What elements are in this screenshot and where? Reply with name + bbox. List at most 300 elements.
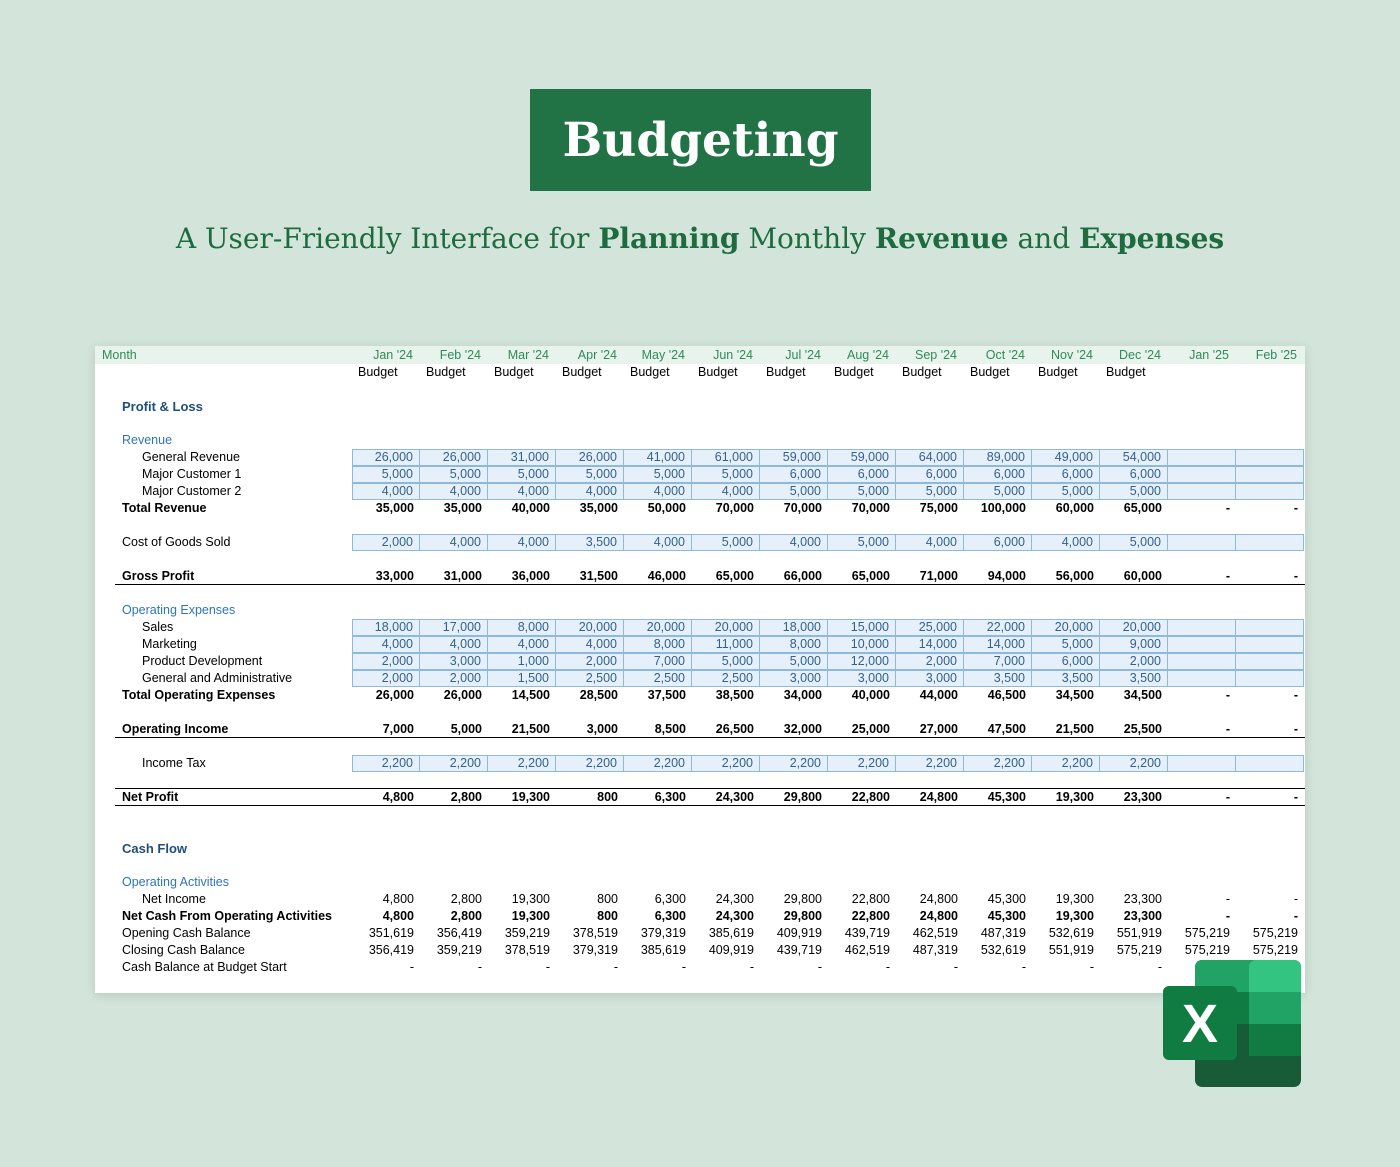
value-cell: 575,219 (1252, 926, 1298, 940)
row-divider-line (115, 584, 1305, 585)
budget-input-cell[interactable]: 5,000 (556, 466, 624, 483)
budget-input-cell[interactable] (1236, 483, 1304, 500)
budget-input-cell[interactable] (1236, 466, 1304, 483)
value-cell: - (1293, 892, 1298, 906)
budget-input-cell[interactable]: 89,000 (964, 449, 1032, 466)
budget-input-cell[interactable]: 25,000 (896, 619, 964, 636)
budget-input-cell[interactable]: 4,000 (760, 534, 828, 551)
value-cell: 551,919 (1116, 926, 1162, 940)
value-cell: 71,000 (919, 569, 958, 583)
opening-cash-row (95, 925, 1305, 942)
value-cell: 35,000 (375, 501, 414, 515)
value-cell: 19,300 (1055, 909, 1094, 923)
general-admin-row (95, 670, 1305, 687)
budget-label-cell: Budget (630, 365, 670, 379)
major-customer-2-row (95, 483, 1305, 500)
value-cell: 38,500 (715, 688, 754, 702)
budget-input-cell[interactable]: 26,000 (352, 449, 420, 466)
budget-label-cell: Budget (1106, 365, 1146, 379)
budget-input-cell[interactable]: 41,000 (624, 449, 692, 466)
budget-input-cell[interactable]: 4,000 (488, 534, 556, 551)
budget-input-cell[interactable]: 61,000 (692, 449, 760, 466)
budget-input-cell[interactable]: 31,000 (488, 449, 556, 466)
gross-profit-row (95, 568, 1305, 585)
value-cell: 46,500 (987, 688, 1026, 702)
row-label: Total Operating Expenses (122, 688, 276, 702)
budget-spreadsheet (95, 346, 1305, 993)
row-label: Product Development (142, 654, 263, 668)
value-cell: 60,000 (1123, 569, 1162, 583)
budget-input-cell[interactable]: 6,000 (964, 534, 1032, 551)
value-cell: 32,000 (783, 722, 822, 736)
budget-input-cell[interactable]: 20,000 (624, 619, 692, 636)
budget-input-cell[interactable]: 2,200 (488, 755, 556, 772)
budget-input-cell[interactable]: 2,000 (556, 653, 624, 670)
budget-input-cell[interactable]: 5,000 (420, 466, 488, 483)
value-cell: - (1225, 909, 1230, 923)
budget-input-cell[interactable]: 26,000 (556, 449, 624, 466)
budget-label-cell: Budget (426, 365, 466, 379)
budget-input-cell[interactable]: 4,000 (352, 483, 420, 500)
total-revenue-row (95, 500, 1305, 517)
value-cell: - (613, 960, 618, 974)
month-header-cell: May '24 (641, 348, 685, 362)
value-cell: 26,500 (715, 722, 754, 736)
budget-input-cell[interactable]: 5,000 (352, 466, 420, 483)
value-cell: 70,000 (851, 501, 890, 515)
value-cell: 23,300 (1123, 892, 1162, 906)
budget-input-cell[interactable]: 5,000 (1032, 636, 1100, 653)
budget-input-cell[interactable] (1168, 636, 1236, 653)
row-label: Gross Profit (122, 569, 195, 583)
value-cell: 4,800 (382, 892, 414, 906)
budget-input-cell[interactable]: 14,000 (964, 636, 1032, 653)
month-header-cell: Aug '24 (846, 348, 889, 362)
budget-input-cell[interactable]: 5,000 (692, 534, 760, 551)
budget-input-cell[interactable]: 5,000 (488, 466, 556, 483)
budget-label-cell: Budget (970, 365, 1010, 379)
value-cell: 800 (597, 909, 618, 923)
budget-input-cell[interactable]: 26,000 (420, 449, 488, 466)
value-cell: 24,800 (919, 909, 958, 923)
budget-input-cell[interactable] (1236, 755, 1304, 772)
budget-input-cell[interactable] (1236, 534, 1304, 551)
marketing-row (95, 636, 1305, 653)
value-cell: 8,500 (654, 722, 686, 736)
row-label: Net Cash From Operating Activities (122, 909, 332, 923)
month-header-cell: Oct '24 (985, 348, 1025, 362)
budget-input-cell[interactable]: 59,000 (828, 449, 896, 466)
month-header-cell: Sep '24 (914, 348, 957, 362)
value-cell: 24,800 (919, 790, 958, 804)
budget-input-cell[interactable]: 5,000 (692, 653, 760, 670)
value-cell: 3,000 (586, 722, 618, 736)
budget-input-cell[interactable]: 1,000 (488, 653, 556, 670)
value-cell: - (1021, 960, 1026, 974)
value-cell: 35,000 (579, 501, 618, 515)
value-cell: - (1157, 960, 1162, 974)
budget-label-cell: Budget (1038, 365, 1078, 379)
budget-input-cell[interactable]: 54,000 (1100, 449, 1168, 466)
budget-input-cell[interactable]: 4,000 (556, 483, 624, 500)
budget-input-cell[interactable]: 15,000 (828, 619, 896, 636)
budget-input-cell[interactable]: 4,000 (624, 534, 692, 551)
budget-input-cell[interactable]: 2,500 (556, 670, 624, 687)
value-cell: - (1225, 688, 1230, 702)
value-cell: 50,000 (647, 501, 686, 515)
value-cell: - (1293, 909, 1298, 923)
row-label: Sales (142, 620, 174, 634)
budget-input-cell[interactable] (1236, 619, 1304, 636)
budget-input-cell[interactable]: 2,000 (896, 653, 964, 670)
budget-input-cell[interactable]: 5,000 (1100, 534, 1168, 551)
value-cell: - (1293, 722, 1298, 736)
budget-input-cell[interactable] (1168, 653, 1236, 670)
budget-input-cell[interactable]: 6,000 (1032, 653, 1100, 670)
budget-input-cell[interactable] (1168, 670, 1236, 687)
budget-input-cell[interactable]: 22,000 (964, 619, 1032, 636)
budget-input-cell[interactable]: 4,000 (624, 483, 692, 500)
value-cell: 6,300 (654, 790, 686, 804)
budget-input-cell[interactable]: 2,200 (692, 755, 760, 772)
budget-input-cell[interactable]: 5,000 (828, 483, 896, 500)
budget-input-cell[interactable]: 20,000 (1032, 619, 1100, 636)
page-title: Budgeting (530, 89, 871, 191)
budget-input-cell[interactable]: 3,000 (420, 653, 488, 670)
budget-input-cell[interactable]: 4,000 (488, 636, 556, 653)
value-cell: 800 (597, 790, 618, 804)
budget-input-cell[interactable]: 8,000 (760, 636, 828, 653)
budget-input-cell[interactable]: 4,000 (692, 483, 760, 500)
sales-row (95, 619, 1305, 636)
value-cell: 379,319 (572, 943, 618, 957)
budget-input-cell[interactable]: 49,000 (1032, 449, 1100, 466)
value-cell: 409,919 (708, 943, 754, 957)
value-cell: 27,000 (919, 722, 958, 736)
net-profit-row (95, 789, 1305, 806)
budget-input-cell[interactable] (1168, 755, 1236, 772)
value-cell: 37,500 (647, 688, 686, 702)
row-label: Total Revenue (122, 501, 207, 515)
row-label: General Revenue (142, 450, 240, 464)
value-cell: 5,000 (450, 722, 482, 736)
budget-input-cell[interactable]: 2,500 (624, 670, 692, 687)
budget-input-cell[interactable]: 5,000 (896, 483, 964, 500)
budget-input-cell[interactable]: 2,200 (964, 755, 1032, 772)
budget-input-cell[interactable]: 2,000 (420, 670, 488, 687)
budget-input-cell[interactable]: 2,200 (1100, 755, 1168, 772)
value-cell: - (953, 960, 958, 974)
budget-input-cell[interactable]: 5,000 (624, 466, 692, 483)
value-cell: 356,419 (368, 943, 414, 957)
value-cell: - (1293, 790, 1298, 804)
budget-input-cell[interactable] (1168, 619, 1236, 636)
profit-loss-title (95, 398, 1305, 415)
budget-input-cell[interactable]: 6,000 (760, 466, 828, 483)
value-cell: 22,800 (851, 909, 890, 923)
value-cell: 28,500 (579, 688, 618, 702)
budget-input-cell[interactable] (1168, 466, 1236, 483)
value-cell: 33,000 (375, 569, 414, 583)
budget-input-cell[interactable] (1236, 653, 1304, 670)
budget-input-cell[interactable] (1168, 534, 1236, 551)
value-cell: 66,000 (783, 569, 822, 583)
budget-label-cell: Budget (698, 365, 738, 379)
budget-input-cell[interactable] (1168, 449, 1236, 466)
row-label: Cash Balance at Budget Start (122, 960, 287, 974)
budget-input-cell[interactable]: 64,000 (896, 449, 964, 466)
value-cell: 44,000 (919, 688, 958, 702)
budget-input-cell[interactable]: 5,000 (828, 534, 896, 551)
value-cell: 4,800 (382, 790, 414, 804)
budget-input-cell[interactable]: 6,000 (1032, 466, 1100, 483)
value-cell: - (749, 960, 754, 974)
budget-input-cell[interactable]: 59,000 (760, 449, 828, 466)
budget-input-cell[interactable]: 7,000 (964, 653, 1032, 670)
value-cell: 56,000 (1055, 569, 1094, 583)
value-cell: 19,300 (511, 909, 550, 923)
budget-input-cell[interactable]: 20,000 (692, 619, 760, 636)
row-label: Opening Cash Balance (122, 926, 251, 940)
budget-input-cell[interactable]: 8,000 (488, 619, 556, 636)
value-cell: 378,519 (504, 943, 550, 957)
value-cell: 359,219 (436, 943, 482, 957)
value-cell: 35,000 (443, 501, 482, 515)
value-cell: 359,219 (504, 926, 550, 940)
budget-input-cell[interactable]: 2,000 (352, 653, 420, 670)
value-cell: 385,619 (640, 943, 686, 957)
value-cell: 23,300 (1123, 790, 1162, 804)
value-cell: 29,800 (783, 909, 822, 923)
budget-input-cell[interactable]: 8,000 (624, 636, 692, 653)
budget-input-cell[interactable]: 4,000 (420, 636, 488, 653)
budget-input-cell[interactable]: 5,000 (760, 483, 828, 500)
value-cell: - (1293, 501, 1298, 515)
value-cell: 575,219 (1252, 943, 1298, 957)
value-cell: 21,500 (1055, 722, 1094, 736)
budget-input-cell[interactable]: 5,000 (760, 653, 828, 670)
row-label: Major Customer 1 (142, 467, 242, 481)
budget-input-cell[interactable]: 7,000 (624, 653, 692, 670)
value-cell: 47,500 (987, 722, 1026, 736)
budget-input-cell[interactable]: 2,200 (828, 755, 896, 772)
budget-input-cell[interactable]: 2,200 (624, 755, 692, 772)
row-label: Major Customer 2 (142, 484, 242, 498)
value-cell: 379,319 (640, 926, 686, 940)
row-label: General and Administrative (142, 671, 293, 685)
value-cell: 26,000 (375, 688, 414, 702)
value-cell: 24,300 (715, 790, 754, 804)
value-cell: 356,419 (436, 926, 482, 940)
cogs-row (95, 534, 1305, 551)
budget-input-cell[interactable]: 18,000 (760, 619, 828, 636)
value-cell: 575,219 (1184, 943, 1230, 957)
operating-expenses-group-label-text: Operating Expenses (122, 603, 236, 617)
value-cell: 34,000 (783, 688, 822, 702)
budget-input-cell[interactable]: 2,200 (760, 755, 828, 772)
budget-input-cell[interactable]: 11,000 (692, 636, 760, 653)
value-cell: - (681, 960, 686, 974)
value-cell: 40,000 (511, 501, 550, 515)
month-label: Month (102, 348, 137, 362)
budget-input-cell[interactable]: 4,000 (352, 636, 420, 653)
value-cell: 34,500 (1123, 688, 1162, 702)
value-cell: 487,319 (912, 943, 958, 957)
budget-input-cell[interactable]: 2,500 (692, 670, 760, 687)
cash-flow-title-text: Cash Flow (122, 841, 188, 856)
value-cell: 22,800 (851, 892, 890, 906)
budget-label-cell: Budget (834, 365, 874, 379)
budget-input-cell[interactable]: 4,000 (420, 534, 488, 551)
value-cell: 6,300 (654, 892, 686, 906)
value-cell: 532,619 (980, 943, 1026, 957)
budget-input-cell[interactable]: 2,200 (1032, 755, 1100, 772)
operating-income-row (95, 721, 1305, 738)
value-cell: 45,300 (987, 892, 1026, 906)
month-header-cell: Jan '25 (1189, 348, 1229, 362)
month-header-row (95, 347, 1305, 364)
budget-input-cell[interactable]: 5,000 (1100, 483, 1168, 500)
value-cell: 29,800 (783, 892, 822, 906)
value-cell: 60,000 (1055, 501, 1094, 515)
budget-input-cell[interactable]: 20,000 (1100, 619, 1168, 636)
total-operating-expenses-row (95, 687, 1305, 704)
closing-cash-row (95, 942, 1305, 959)
budget-input-cell[interactable]: 6,000 (828, 466, 896, 483)
budget-input-cell[interactable]: 5,000 (1032, 483, 1100, 500)
budget-label-cell: Budget (902, 365, 942, 379)
budget-input-cell[interactable]: 2,200 (556, 755, 624, 772)
value-cell: 378,519 (572, 926, 618, 940)
value-cell: 24,300 (715, 909, 754, 923)
budget-input-cell[interactable]: 5,000 (692, 466, 760, 483)
value-cell: 439,719 (844, 926, 890, 940)
budget-label-cell: Budget (562, 365, 602, 379)
product-development-row (95, 653, 1305, 670)
month-header-cell: Nov '24 (1051, 348, 1093, 362)
value-cell: 2,800 (450, 790, 482, 804)
net-income-row (95, 891, 1305, 908)
row-label: Operating Income (122, 722, 229, 736)
budget-input-cell[interactable]: 4,000 (488, 483, 556, 500)
budget-input-cell[interactable]: 12,000 (828, 653, 896, 670)
month-header-cell: Jun '24 (713, 348, 753, 362)
value-cell: 21,500 (511, 722, 550, 736)
value-cell: 31,500 (579, 569, 618, 583)
revenue-group-label-text: Revenue (122, 433, 173, 447)
value-cell: 24,800 (919, 892, 958, 906)
budget-input-cell[interactable]: 2,000 (352, 534, 420, 551)
budget-input-cell[interactable]: 1,500 (488, 670, 556, 687)
budget-input-cell[interactable]: 3,000 (896, 670, 964, 687)
budget-input-cell[interactable]: 3,500 (964, 670, 1032, 687)
budget-input-cell[interactable]: 6,000 (1100, 466, 1168, 483)
value-cell: 2,800 (450, 909, 482, 923)
value-cell: 34,500 (1055, 688, 1094, 702)
budget-input-cell[interactable]: 5,000 (964, 483, 1032, 500)
budget-input-cell[interactable]: 18,000 (352, 619, 420, 636)
budget-input-cell[interactable]: 14,000 (896, 636, 964, 653)
budget-input-cell[interactable] (1168, 483, 1236, 500)
value-cell: - (1293, 569, 1298, 583)
value-cell: 487,319 (980, 926, 1026, 940)
row-label: Cost of Goods Sold (122, 535, 231, 549)
row-label: Income Tax (142, 756, 206, 770)
budget-input-cell[interactable]: 6,000 (896, 466, 964, 483)
budget-input-cell[interactable] (1236, 670, 1304, 687)
budget-input-cell[interactable]: 2,000 (352, 670, 420, 687)
month-header-cell: Jul '24 (785, 348, 821, 362)
budget-input-cell[interactable]: 4,000 (556, 636, 624, 653)
major-customer-1-row (95, 466, 1305, 483)
row-label: Net Profit (122, 790, 179, 804)
value-cell: 551,919 (1048, 943, 1094, 957)
budget-input-cell[interactable]: 20,000 (556, 619, 624, 636)
value-cell: - (1089, 960, 1094, 974)
budget-input-cell[interactable] (1236, 449, 1304, 466)
budget-input-cell[interactable]: 3,500 (1032, 670, 1100, 687)
row-label: Closing Cash Balance (122, 943, 245, 957)
row-label: Marketing (142, 637, 197, 651)
value-cell: 575,219 (1116, 943, 1162, 957)
budget-input-cell[interactable]: 4,000 (420, 483, 488, 500)
budget-input-cell[interactable]: 4,000 (1032, 534, 1100, 551)
value-cell: 409,919 (776, 926, 822, 940)
budget-input-cell[interactable]: 3,000 (760, 670, 828, 687)
value-cell: 439,719 (776, 943, 822, 957)
month-header-cell: Dec '24 (1119, 348, 1161, 362)
value-cell: 25,000 (851, 722, 890, 736)
value-cell: - (885, 960, 890, 974)
month-header-cell: Feb '24 (439, 348, 481, 362)
budget-input-cell[interactable]: 2,200 (896, 755, 964, 772)
value-cell: 100,000 (980, 501, 1026, 515)
budget-input-cell[interactable] (1236, 636, 1304, 653)
budget-input-cell[interactable]: 3,000 (828, 670, 896, 687)
budget-input-cell[interactable]: 2,200 (420, 755, 488, 772)
page-subtitle: A User-Friendly Interface for Planning Monthly Revenue and Expenses (175, 222, 1225, 255)
value-cell: - (409, 960, 414, 974)
value-cell: 36,000 (511, 569, 550, 583)
value-cell: 75,000 (919, 501, 958, 515)
value-cell: 2,800 (450, 892, 482, 906)
revenue-group-label (95, 432, 1305, 449)
budget-input-cell[interactable]: 3,500 (556, 534, 624, 551)
value-cell: - (1225, 722, 1230, 736)
value-cell: 70,000 (783, 501, 822, 515)
value-cell: 575,219 (1184, 926, 1230, 940)
budget-input-cell[interactable]: 2,000 (1100, 653, 1168, 670)
value-cell: 19,300 (511, 892, 550, 906)
value-cell: 19,300 (511, 790, 550, 804)
value-cell: 25,500 (1123, 722, 1162, 736)
budget-input-cell[interactable]: 3,500 (1100, 670, 1168, 687)
budget-input-cell[interactable]: 6,000 (964, 466, 1032, 483)
budget-label-cell: Budget (494, 365, 534, 379)
budget-input-cell[interactable]: 10,000 (828, 636, 896, 653)
budget-input-cell[interactable]: 2,200 (352, 755, 420, 772)
value-cell: 65,000 (1123, 501, 1162, 515)
value-cell: 31,000 (443, 569, 482, 583)
value-cell: 462,519 (844, 943, 890, 957)
budget-label-cell: Budget (358, 365, 398, 379)
budget-input-cell[interactable]: 4,000 (896, 534, 964, 551)
value-cell: 4,800 (382, 909, 414, 923)
budget-label-cell: Budget (766, 365, 806, 379)
budget-input-cell[interactable]: 9,000 (1100, 636, 1168, 653)
budget-input-cell[interactable]: 17,000 (420, 619, 488, 636)
net-cash-operating-row (95, 908, 1305, 925)
